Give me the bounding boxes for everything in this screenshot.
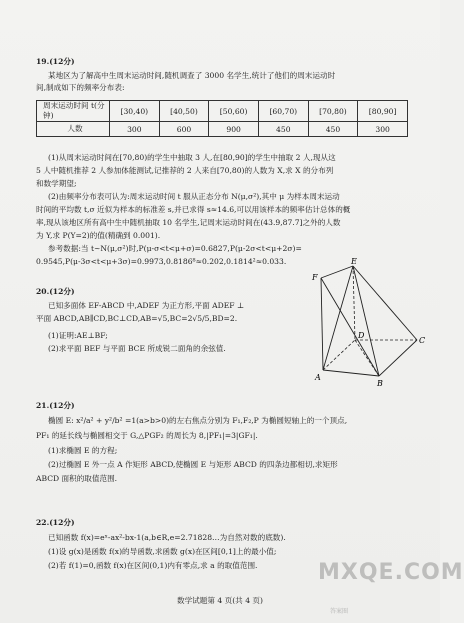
polyhedron-figure [305, 258, 425, 390]
watermark-logo: MXQE.COM [318, 560, 464, 585]
table-row [37, 122, 408, 137]
q19-part2-line-2: 时间的平均数 t,σ 近似为样本的标准差 s,并已求得 s≈14.6,可以用该样本的频率估计总体的概 [36, 205, 351, 214]
vertex-label-a: A [315, 373, 321, 382]
table-row [37, 101, 408, 122]
table-cell: 300 [358, 122, 408, 137]
q19-part1-line-2: 5 人中随机推荐 2 人参加体能测试,记推荐的 2 人来自[70,80)的人数为 X,求 X 的分布列 [36, 166, 334, 175]
q19-heading: 19.(12分) [36, 57, 75, 66]
q20-stem-line-1: 已知多面体 EF-ABCD 中,ADEF 为正方形,平面 ADEF ⊥ [48, 301, 245, 310]
table-cell: [40,50) [159, 101, 209, 122]
q19-reference-line-2: 0.9545,P(μ-3σ<t<μ+3σ)=0.9973,0.8186⁸≈0.202,0.1814²≈0.033. [36, 257, 287, 266]
q20-part1: (1)证明:AE⊥BF; [48, 331, 108, 340]
q19-stem-line-2: 间,制成如下的频率分布表: [36, 83, 125, 92]
edge-ea [323, 266, 353, 370]
q21-part2-line-1: (2)过椭圆 E 外一点 A 作矩形 ABCD,使椭圆 E 与矩形 ABCD 的四条边都相切,求矩形 [48, 460, 338, 469]
q19-part2-line-3: 率,现从该地区所有高中生中随机抽取 10 名学生,记周末运动时间在(43.9,87.7]之外的人数 [36, 218, 341, 227]
q22-stem-line-1: 已知函数 f(x)=eˣ-ax²-bx-1(a,b∈R,e=2.71828…为自然对数的底数). [48, 533, 286, 542]
q21-part2-line-2: ABCD 面积的取值范围. [36, 474, 118, 483]
q21-stem-line-2: PF₁ 的延长线与椭圆相交于 G,△PGF₂ 的周长为 8,|PF₁|=3|GF₁|. [36, 431, 258, 440]
q21-heading: 21.(12分) [36, 401, 75, 410]
q20-heading: 20.(12分) [36, 287, 75, 296]
q19-part2-line-1: (2)由频率分布表可认为:周末运动时间 t 服从正态分布 N(μ,σ²),其中 μ 为样本周末运动 [48, 192, 340, 201]
table-header-count: 人数 [37, 122, 110, 137]
q22-part2: (2)若 f(1)=0,函数 f(x)在区间(0,1)内有零点,求 a 的取值范围. [48, 561, 258, 570]
table-cell: 900 [209, 122, 259, 137]
edge-ab [323, 370, 379, 376]
edge-fa [321, 278, 323, 370]
q19-part2-line-4: 为 Y,求 P(Y=2)的值(精确到 0.001). [36, 231, 161, 240]
q19-part1-line-3: 和数学期望; [36, 179, 77, 188]
vertex-label-d: D [358, 331, 365, 340]
q22-part1: (1)设 g(x)是函数 f(x)的导函数,求函数 g(x)在区间[0,1]上的最小值; [48, 547, 277, 556]
edge-ed [353, 266, 355, 340]
vertex-label-b: B [377, 379, 383, 388]
watermark-caption: 答案圈 [330, 608, 349, 615]
table-cell: 600 [159, 122, 209, 137]
edge-bc [379, 340, 417, 376]
table-cell: [70,80) [308, 101, 358, 122]
frequency-table [36, 100, 408, 137]
edge-fe [321, 266, 353, 278]
q20-stem-line-2: 平面 ABCD,AB∥CD,BC⊥CD,AB=√5,BC=2√5/5,BD=2. [36, 314, 238, 323]
table-cell: [30,40) [110, 101, 160, 122]
q22-heading: 22.(12分) [36, 518, 75, 527]
edge-eb [353, 266, 379, 376]
edge-ad [323, 340, 355, 370]
q19-part1-line-1: (1)从周末运动时间在[70,80)的学生中抽取 3 人,在[80,90]的学生中抽取 2 人,现从这 [48, 153, 336, 162]
edge-fb [321, 278, 379, 376]
q21-stem-line-1: 椭圆 E: x²/a² + y²/b² =1(a>b>0)的左右焦点分别为 F₁,F₂,P 为椭圆短轴上的一个顶点, [48, 416, 348, 425]
q20-part2: (2)求平面 BEF 与平面 BCE 所成锐二面角的余弦值. [48, 344, 226, 353]
vertex-label-e: E [351, 257, 357, 266]
page-footer: 数学试题第 4 页(共 4 页) [177, 596, 263, 605]
table-cell: 450 [258, 122, 308, 137]
table-cell: [50,60) [209, 101, 259, 122]
table-cell: 300 [110, 122, 160, 137]
table-cell: 450 [308, 122, 358, 137]
edge-ec [353, 266, 417, 340]
vertex-label-f: F [312, 273, 318, 282]
table-cell: [80,90] [358, 101, 408, 122]
table-cell: [60,70) [258, 101, 308, 122]
q19-stem-line-1: 某地区为了解高中生周末运动时间,随机调查了 3000 名学生,统计了他们的周末运动时 [48, 71, 336, 80]
q19-reference-line-1: 参考数据:当 t~N(μ,σ²)时,P(μ-σ<t<μ+σ)=0.6827,P(μ-2σ<t<μ+2σ)= [48, 244, 302, 253]
vertex-label-c: C [419, 336, 426, 345]
q21-part1: (1)求椭圆 E 的方程; [48, 446, 118, 455]
edge-db [355, 340, 379, 376]
table-header-time: 周末运动时间 t(分钟) [37, 101, 110, 122]
